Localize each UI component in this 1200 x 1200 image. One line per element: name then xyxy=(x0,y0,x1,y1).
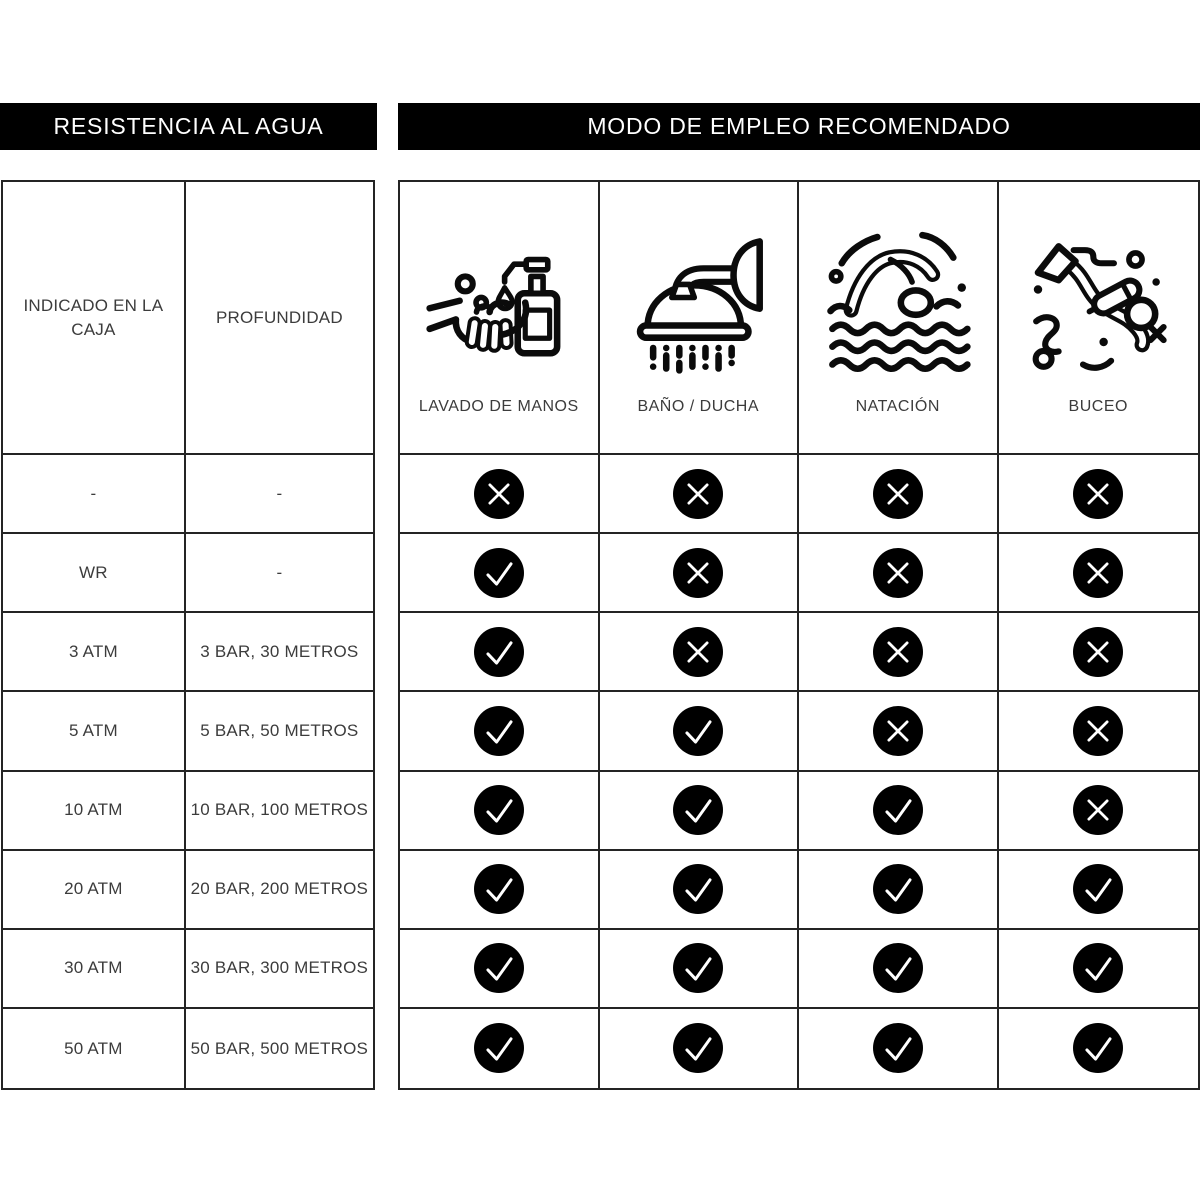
swimming-icon xyxy=(823,218,973,376)
profundidad-cell: - xyxy=(186,534,373,613)
caja-cell: - xyxy=(3,455,186,534)
cross-icon xyxy=(673,627,723,677)
check-icon xyxy=(474,864,524,914)
resistance-table xyxy=(1,180,375,1090)
check-icon xyxy=(673,785,723,835)
left-panel-title-bar xyxy=(0,103,377,150)
right-panel-title: MODO DE EMPLEO RECOMENDADO xyxy=(587,113,1011,139)
check-icon xyxy=(673,1023,723,1073)
check-icon xyxy=(873,785,923,835)
profundidad-cell: 5 BAR, 50 METROS xyxy=(186,692,373,771)
cross-icon xyxy=(673,469,723,519)
profundidad-cell: 10 BAR, 100 METROS xyxy=(186,772,373,851)
check-icon xyxy=(1073,943,1123,993)
usage-mark xyxy=(400,930,600,1009)
usage-mark xyxy=(600,1009,800,1088)
column-label: BUCEO xyxy=(1068,398,1128,415)
cross-icon xyxy=(873,627,923,677)
check-icon xyxy=(474,943,524,993)
column-label: LAVADO DE MANOS xyxy=(418,398,579,415)
cross-icon xyxy=(673,548,723,598)
cross-icon xyxy=(1073,469,1123,519)
check-icon xyxy=(474,1023,524,1073)
column-header-ducha xyxy=(600,182,800,455)
check-icon xyxy=(1073,864,1123,914)
check-icon xyxy=(474,627,524,677)
usage-mark xyxy=(999,851,1199,930)
check-icon xyxy=(673,864,723,914)
cross-icon xyxy=(1073,706,1123,756)
caja-cell: 3 ATM xyxy=(3,613,186,692)
usage-mark xyxy=(600,455,800,534)
usage-mark xyxy=(999,1009,1199,1088)
usage-mark xyxy=(999,772,1199,851)
usage-mark xyxy=(600,534,800,613)
check-icon xyxy=(873,1023,923,1073)
usage-mark xyxy=(799,930,999,1009)
usage-mark xyxy=(799,772,999,851)
column-header-natacion xyxy=(799,182,999,455)
usage-mark xyxy=(600,692,800,771)
check-icon xyxy=(1073,1023,1123,1073)
usage-mark xyxy=(400,692,600,771)
cross-icon xyxy=(1073,548,1123,598)
usage-mark xyxy=(600,772,800,851)
profundidad-cell: - xyxy=(186,455,373,534)
check-icon xyxy=(474,548,524,598)
check-icon xyxy=(873,943,923,993)
usage-mark xyxy=(799,534,999,613)
caja-cell: 20 ATM xyxy=(3,851,186,930)
usage-mark xyxy=(600,930,800,1009)
usage-mark xyxy=(400,851,600,930)
cross-icon xyxy=(873,706,923,756)
cross-icon xyxy=(873,548,923,598)
usage-mark xyxy=(400,772,600,851)
diving-icon xyxy=(1023,218,1173,376)
caja-cell: 10 ATM xyxy=(3,772,186,851)
profundidad-cell: 30 BAR, 300 METROS xyxy=(186,930,373,1009)
usage-mark xyxy=(799,455,999,534)
cross-icon xyxy=(873,469,923,519)
usage-mark xyxy=(400,613,600,692)
usage-mark xyxy=(799,851,999,930)
cross-icon xyxy=(1073,785,1123,835)
usage-mark xyxy=(999,613,1199,692)
left-panel-title: RESISTENCIA AL AGUA xyxy=(53,113,324,139)
check-icon xyxy=(474,706,524,756)
check-icon xyxy=(873,864,923,914)
shower-icon xyxy=(623,218,773,376)
usage-mark xyxy=(400,1009,600,1088)
usage-mark xyxy=(999,455,1199,534)
cross-icon xyxy=(1073,627,1123,677)
check-icon xyxy=(474,785,524,835)
usage-mark xyxy=(799,1009,999,1088)
column-label: NATACIÓN xyxy=(855,398,940,415)
usage-mark xyxy=(999,692,1199,771)
profundidad-cell: 3 BAR, 30 METROS xyxy=(186,613,373,692)
usage-mark xyxy=(999,930,1199,1009)
caja-cell: WR xyxy=(3,534,186,613)
profundidad-cell: 20 BAR, 200 METROS xyxy=(186,851,373,930)
caja-cell: 5 ATM xyxy=(3,692,186,771)
usage-mark xyxy=(999,534,1199,613)
handwash-icon xyxy=(424,218,574,376)
usage-mark xyxy=(600,613,800,692)
usage-mark xyxy=(799,692,999,771)
column-header-indicado: INDICADO EN LA CAJA xyxy=(3,182,186,455)
usage-mark xyxy=(400,534,600,613)
column-header-profundidad: PROFUNDIDAD xyxy=(186,182,373,455)
column-header-buceo xyxy=(999,182,1199,455)
column-label: BAÑO / DUCHA xyxy=(637,398,760,415)
usage-mark xyxy=(600,851,800,930)
usage-mark xyxy=(799,613,999,692)
check-icon xyxy=(673,943,723,993)
right-panel-title-bar xyxy=(398,103,1200,150)
cross-icon xyxy=(474,469,524,519)
caja-cell: 30 ATM xyxy=(3,930,186,1009)
column-header-lavado xyxy=(400,182,600,455)
check-icon xyxy=(673,706,723,756)
caja-cell: 50 ATM xyxy=(3,1009,186,1088)
profundidad-cell: 50 BAR, 500 METROS xyxy=(190,1038,369,1058)
usage-table xyxy=(398,180,1200,1090)
usage-mark xyxy=(400,455,600,534)
